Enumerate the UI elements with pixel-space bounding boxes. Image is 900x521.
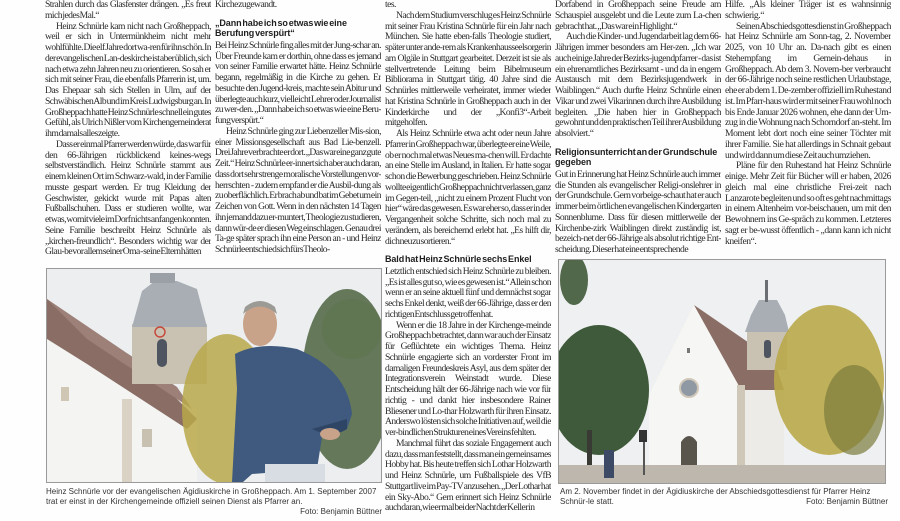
paragraph: Als Heinz Schnürle etwa acht oder neun Jahre Pfarrer in Großheppach war, überlegte er eine Weile, ob er noch mal etwas Neues ma-chen will. Er dachte an eine Stelle im Ausland, in Italien. Er hatte sogar schon die Bewerbung geschrieben. Heinz Schnürle wollte eigentlich Großheppach nicht verlassen, ganz im Gegen-teil, „nicht zu einem Prozent Flucht von hier“ wäre das gewesen. Es war eher so, dass er in der Vergangenheit solche Schritte, sich noch mal zu verändern, als bereichernd erlebt hat. „Es hilft dir, dich neu zu sortieren.“ — [385, 128, 551, 247]
paragraph: Letztlich entschied sich Heinz Schnürle zu bleiben. „Es ist alles gut so, wie es gewesen ist.“ Allein schon wenn er an seine aktuell fünf und demnächst sogar sechs Enkel denkt, weiß der 66-Jährige, dass er den richtigen Entschluss getroffen hat. — [385, 265, 551, 320]
photo-caption-1 — [46, 487, 382, 517]
article-column-5 — [725, 0, 891, 256]
paragraph: Wenn er die 18 Jahre in der Kirchenge-meinde Großheppach betrachtet, dann war auch der Einsatz für Geflüchtete ein wichtiges Thema. Heinz Schnürle engagierte sich an vorderster Front im damaligen Freundeskreis Asyl, aus dem später der Integrationsverein Weinstadt wurde. Diese Entscheidung hält der 66-Jährige nach wie vor für richtig - und dankt hier insbesondere Rainer Bliesener und Lo-thar Holzwarth für ihren Einsatz. Anderswo lösten sich solche Initiativen auf, weil die ver-bindlichen Strukturen eines Vereins fehlten. — [385, 319, 551, 438]
article-column-1 — [45, 0, 211, 264]
paragraph: Heinz Schnürle ging zur Liebenzeller Mis-sion, einer Missionsgesellschaft aus Bad Lie-benzell. Drei Jahre verbrachte er dort. „Das war eine ganz gute Zeit.“ Heinz Schnürle er-innert sich aber auch daran, dass dort sehr strenge moralische Vorstellungen vor-herrschten - zudem empfand er die Ausbil-dung als zu oberflächlich. Er brach ab und bat im Gebet um ein Zeichen von Gott. Wenn in den nächsten 14 Tagen ihn jemand dazu er-muntert, Theologie zu studieren, dann wür-de er diesen Weg einschlagen. Genau drei Ta-ge später sprach ihn eine Person an - und Heinz Schnürle entschied sich fürs Theolo- — [215, 125, 381, 255]
paragraph: Nach dem Studium verschlug es Heinz Schnürle mit seiner Frau Kristina Schnürle für ein Jahr nach München. Sie hatte eben-falls Theologie studiert, später unter ande-rem als Krankenhausseelsorgerin am Olgäle in Stuttgart gearbeitet. Derzeit ist sie als stellvertretende Leitung beim Bibelmuseum Bibliorama in Stuttgart tätig. 40 Jahre sind die Schnürles mittlerweile verheiratet, immer wieder hat Kristina Schnürle in Großheppach auch in der Kinderkirche und der „Konfi3“-Arbeit mitgeholfen. — [385, 9, 551, 129]
paragraph: Kirche zugewandt. — [215, 0, 277, 10]
paragraph: Auch die Kinder- und Jugendarbeit lag dem 66-Jährigen immer besonders am Her-zen. „Ich war auch einige Jahre der Bezirks-jugendpfarrer - das ist ein ehrenamtliches Bezirksamt - und da in engem Austausch mit dem Bezirksjugendwerk in Waiblingen.“ Auch durfte Heinz Schnürle einen Vikar und zwei Vikarinnen durch ihre Ausbildung begleiten. „Die haben hier in Großheppach gewohnt und den praktischen Teil ihrer Ausbildung absolviert.“ — [555, 31, 721, 139]
article-column-4 — [555, 0, 721, 256]
paragraph: Gut in Erinnerung hat Heinz Schnürle auch immer die Stunden als evangelischer Religi-onslehrer in der Grundschule. Gern vorbeige-schaut hat er auch immer beim örtlichen evangelischen Kindergarten Sonnenblume. Dass für diesen mittlerweile der Kirchenbe-zirk Waiblingen direkt zuständig ist, bezeich-net der 66-Jährige als absolut richtige Ent-scheidung. Dieser hat eine entsprechende — [555, 168, 721, 255]
photo-church-exterior — [558, 259, 886, 484]
paragraph: Heinz Schnürle kam nicht nach Großheppach, weil er sich in Untermünkheim nicht mehr wohlfühlte. Die elf Jahre dort wa-ren für ihn schön. In der evangelischen Lan-deskirche ist aber üblich, sich nach etwa zehn Jahren neu zu orientieren. So sah er sich mit seiner Frau, die ebenfalls Pfarrerin ist, um. Das Ehepaar sah sich Stellen in Ulm, auf der Schwäbischen Alb und im Kreis Ludwigsburg an. In Großheppach hatte Heinz Schnürle schnell ein gutes Gefühl, als Ulrich Nißler vom Kirchengemeinderat ihm damals alles zeigte. — [45, 20, 211, 139]
photo-illustration — [47, 269, 381, 482]
photo-credit: Foto: Benjamin Büttner — [300, 507, 382, 516]
paragraph: Dass er einmal Pfarrer werden würde, das war für den 66-Jährigen rückblickend keines-wegs selbstverständlich. Heinz Schnürle stammt aus einem kleinen Ort im Schwarz-wald, in der Familie musste gespart werden. Er trug Kleidung der Geschwister, gekickt wurde mit Papas alten Fußballschuhen. Dass er studieren wollte, war etwas, womit viele im Dorf nichts anfangen konnten. Seine Familie beschreibt Heinz Schnürle als „kirchen-freundlich“. Besonders wichtig war der Glau-be vor allem seiner Oma - seine Eltern hätten — [45, 138, 211, 258]
paragraph: Seinen Abschiedsgottesdienst in Großheppach hat Heinz Schnürle am Sonn-tag, 2. November 2025, von 10 Uhr an. Da-nach gibt es einen Stehempfang im Gemein-dehaus in Großheppach. Ab dem 3. Novem-ber verbraucht der 66-Jährige noch seine restlichen Urlaubstage, ehe er ab dem 1. De-zember offiziell im Ruhestand ist. Im Pfarr-haus wird er mit seiner Frau wohl noch bis Ende Januar 2026 wohnen, ehe dann der Um-zug in die Wohnung nach Schorndorf an-steht. Im Moment lebt dort noch eine seiner Töchter mit ihrer Familie. Sie hat allerdings in Schnait gebaut und wird dann um diese Zeit auch umziehen. — [725, 20, 891, 161]
subheading: „Dann habe ich so etwas wie eine Berufung verspürt“ — [215, 17, 347, 39]
photo-illustration — [559, 260, 885, 483]
paragraph: tes. — [385, 0, 396, 10]
paragraph: Hilfe. „Als kleiner Träger ist es wahnsinnig schwierig.“ — [725, 0, 891, 21]
article-column-3 — [385, 0, 551, 521]
paragraph: Strahlen durch das Glasfenster drängen. „Es freut mich jedes Mal.“ — [45, 0, 211, 21]
photo-caption-2 — [560, 487, 888, 507]
paragraph: Pläne für den Ruhestand hat Heinz Schnürle einige. Mehr Zeit für Bücher will er haben, 2026 gleich mal eine christliche Frei-zeit nach Lanzarote begleiten und so oft es geht nachmittags in einem Altenheim vor-beischauen, um mit den Bewohnern ins Ge-spräch zu kommen. Letzteres sagt er be-wusst öffentlich - „dann kann ich nicht kneifen“. — [725, 160, 891, 247]
subheading: Religionsunterricht an der Grundschule gegeben — [555, 146, 718, 168]
subheading: Bald hat Heinz Schnürle sechs Enkel — [385, 254, 532, 265]
paragraph: Manchmal führt das soziale Engagement auch dazu, dass man feststellt, dass man ein gemeinsames Hobby hat. Bis heute treffen sich Lothar Holzwarth und Heinz Schnürle, um Fußballspiele des VfB Stuttgart live im Pay-TV anzusehen. „Der Lothar hat ein Sky-Abo.“ Gern erinnert sich Heinz Schnürle auch daran, wie er mal bei der Nacht der Keller in — [385, 437, 551, 514]
paragraph: Bei Heinz Schnürle fing alles mit der Jung-schar an. Über Freunde kam er dorthin, ohne dass es jemand von seiner Familie erwartet hätte. Heinz Schnürle begann, regelmäßig in die Kirche zu gehen. Er besuchte den Jugend-kreis, machte sein Abitur und überlegte auch kurz, vielleicht Lehrer oder Journalist zu wer-den. „Dann habe ich so etwas wie eine Beru-fung verspürt.“ — [215, 39, 381, 126]
paragraph: Dorfabend in Großheppach seine Freude am Schauspiel ausgelebt und die Leute zum La-chen gebracht hat. „Das war ein Highlight.“ — [555, 0, 721, 32]
caption-text: Am 2. November findet in der Ägidiuskirche der Abschiedsgottesdienst für Pfarrer Heinz Schnür-le statt. — [560, 487, 871, 506]
article-column-2 — [215, 0, 381, 264]
photo-pastor-church — [46, 268, 382, 483]
photo-credit: Foto: Benjamin Büttner — [806, 497, 888, 506]
caption-text: Heinz Schnürle vor der evangelischen Ägidiuskirche in Großheppach. Am 1. September 2007 trat er einst in der Kirchengemeinde offiziell seinen Dienst als Pfarrer an. — [46, 487, 377, 506]
